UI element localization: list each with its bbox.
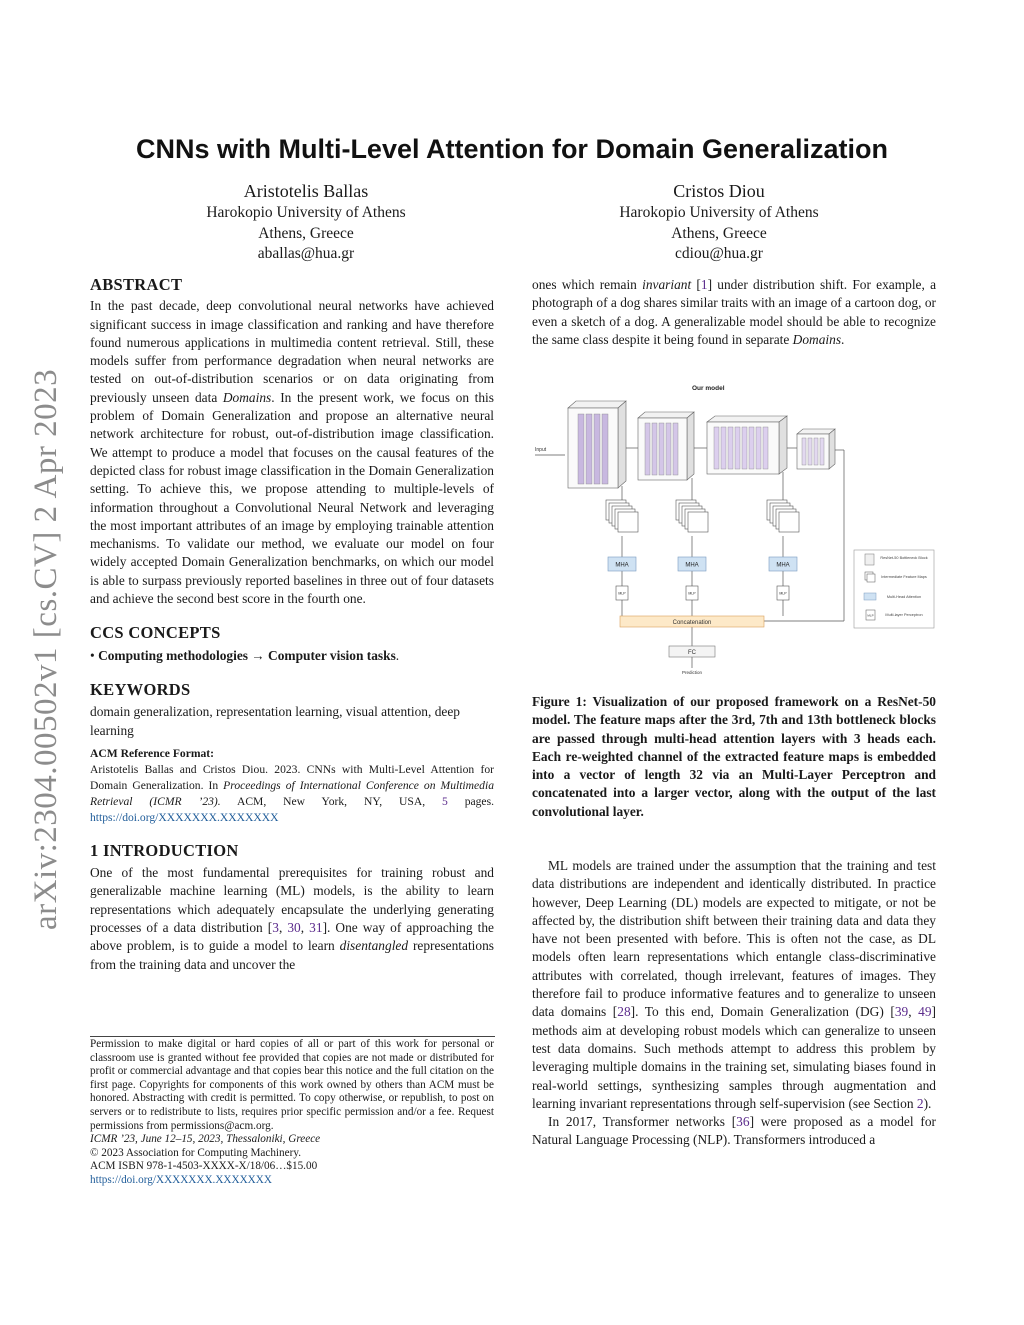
author-email: aballas@hua.gr: [257, 245, 355, 262]
svg-text:MLP: MLP: [688, 591, 696, 596]
resnet-block-3: [707, 416, 787, 474]
figure-title: Our model: [692, 385, 725, 392]
svg-text:MHA: MHA: [615, 562, 629, 569]
citation-link[interactable]: 49: [918, 1004, 932, 1020]
mlp-block-3: [777, 586, 789, 600]
right-paragraph-2: In 2017, Transformer networks [36] were proposed as a model for Natural Language Processing (NLP). Transformers introduced a: [532, 1114, 936, 1148]
right-column-top: [532, 276, 936, 349]
keywords-text: domain generalization, representation learning, visual attention, deep learning: [90, 704, 460, 738]
citation-link[interactable]: 31: [309, 920, 323, 936]
author-block-1: [141, 180, 471, 265]
svg-text:Multi-Head Attention: Multi-Head Attention: [886, 595, 922, 599]
section-link[interactable]: 2: [916, 1095, 924, 1111]
figure-caption: Figure 1: Visualization of our proposed framework on a ResNet-50 model. The feature maps after the 3rd, 7th and 13th bottleneck blocks are passed through multi-head attention layers with 3 heads each. Each re-weighted channel of the extracted feature maps is embedded into a vector of length 32 via an Multi-Layer Perceptron and concatenated into a larger vector, along with the output of the last convolutional layer.: [532, 694, 936, 819]
left-column: [90, 276, 494, 974]
feature-map-stack-2: [676, 500, 708, 532]
paper-title: CNNs with Multi-Level Attention for Domain Generalization: [135, 134, 889, 164]
author-block-2: [554, 180, 884, 265]
acm-ref-doi-link[interactable]: https://doi.org/XXXXXXX.XXXXXXX: [90, 810, 279, 824]
intro-paragraph: One of the most fundamental prerequisites for training robust and generalizable machine learning (ML) models, is the ability to learn representations which adequately encapsulate the underlying generating processes of a data distribution [3, 30, 31]. One way of approaching the above problem, is to guide a model to learn disentangled representations from the training data and uncover the: [90, 865, 495, 972]
svg-text:Intermediate Feature Maps: Intermediate Feature Maps: [881, 575, 927, 579]
mlp-block-2: [686, 586, 698, 600]
conference-info: ICMR ’23, June 12–15, 2023, Thessaloniki, Greece: [90, 1133, 321, 1146]
citation-link[interactable]: 1: [700, 277, 708, 292]
abstract-heading: ABSTRACT: [90, 275, 183, 294]
citation-link[interactable]: 36: [736, 1114, 750, 1130]
ccs-heading: CCS CONCEPTS: [90, 623, 221, 643]
svg-text:ResNet-50 Bottleneck Block: ResNet-50 Bottleneck Block: [880, 556, 928, 560]
concatenation-block: [620, 616, 764, 627]
mlp-block-1: [616, 586, 628, 600]
citation-link[interactable]: 39: [894, 1004, 909, 1020]
svg-text:MLP: MLP: [779, 591, 787, 596]
author-name: Cristos Diou: [673, 181, 765, 201]
right-paragraph-1: ML models are trained under the assumption that the training and test data distributions are independent and identically distributed. In practice however, Deep Learning (DL) models are expected to mitigate, or not be affected by, the distribution shift between their training data and data they have not been presented with before. This is often not the case, as DL models often learn representations which entangle class-discriminative attributes with correlated, though irrelevant, features of images. They therefore fail to produce informative features and to generalize to unseen data domains [28]. To this end, Domain Generalization (DG) [39, 49] methods aim at developing robust models which can generalize to unseen test data domains. Such methods attempt to address this problem by leveraging multiple domains in the training set, simulating biases found in real-world settings, synthesizing samples through augmentation and learning invariant representations through self-supervision (see Section 2).: [532, 858, 937, 1111]
svg-text:MHA: MHA: [776, 562, 790, 569]
feature-map-stack-3: [767, 500, 799, 532]
figure-legend: [854, 550, 934, 628]
copyright: © 2023 Association for Computing Machinery.: [90, 1146, 301, 1159]
keywords-heading: KEYWORDS: [90, 679, 191, 699]
connector-lines: [622, 450, 844, 668]
resnet-block-2: [638, 412, 694, 480]
fc-block: [669, 646, 715, 657]
footnote-rule: [90, 1036, 495, 1037]
mha-block-1: [608, 557, 636, 571]
citation-link[interactable]: 3: [272, 920, 279, 936]
author-location: Athens, Greece: [258, 224, 354, 242]
resnet-block-1: [568, 401, 626, 488]
svg-text:MLP: MLP: [618, 591, 626, 596]
citation-link[interactable]: 30: [287, 920, 301, 936]
input-label: Input: [535, 447, 547, 453]
svg-text:MLP: MLP: [867, 613, 874, 618]
arxiv-identifier: arXiv:2304.00502v1 [cs.CV] 2 Apr 2023: [28, 368, 64, 930]
right-intro-paragraph: ones which remain invariant [1] under distribution shift. For example, a photograph of a dog shares similar traits with an image of a cartoon dog, or even a sketch of a dog. A generalizable model should be able to recognize the same class despite it being found in separate Domains.: [532, 277, 937, 347]
footnote: [90, 1038, 494, 1188]
acm-ref-text: Aristotelis Ballas and Cristos Diou. 2023. CNNs with Multi-Level Attention for Domain Generalization. In Proceedings of International Conference on Multimedia Retrieval (ICMR ’23). ACM, New York, NY, USA, 5 pages. https://doi.org/XXXXXXX.XXXXXXX: [90, 762, 494, 824]
ccs-concepts: • Computing methodologies → Computer vision tasks.: [90, 647, 400, 663]
author-name: Aristotelis Ballas: [243, 181, 369, 201]
isbn: ACM ISBN 978-1-4503-XXXX-X/18/06…$15.00: [90, 1160, 318, 1173]
author-affiliation: Harokopio University of Athens: [619, 204, 819, 221]
mha-block-3: [769, 557, 797, 571]
svg-text:MHA: MHA: [685, 562, 699, 569]
model-architecture-figure: [532, 378, 937, 678]
resnet-block-4: [797, 429, 835, 469]
mha-block-2: [678, 557, 706, 571]
svg-text:FC: FC: [688, 650, 696, 656]
intro-heading: 1 INTRODUCTION: [90, 840, 239, 860]
svg-text:Multi-layer Perceptron: Multi-layer Perceptron: [885, 613, 923, 617]
author-affiliation: Harokopio University of Athens: [206, 204, 406, 221]
acm-ref-heading: ACM Reference Format:: [90, 746, 215, 760]
abstract-text: In the past decade, deep convolutional neural networks have achieved significant success in image classification and ranking and have therefore found numerous applications in multimedia content retrieval. Still, these models suffer from performance degradation when neural networks are tested on out-of-distribution scenarios or on data originating from previously unseen data Domains. In the present work, we focus on this problem of Domain Generalization and propose an alternative neural network architecture for robust, out-of-distribution image classification. We attempt to produce a model that focuses on the causal features of the depicted class for robust image classification in the Domain Generalization setting. To achieve this, we propose attending to multiple-levels of information throughout a Convolutional Neural Network and leveraging the most important attributes of an image by employing trainable attention mechanisms. To validate our method, we evaluate our model on four widely accepted Domain Generalization benchmarks, on which our model is able to surpass previously reported baselines in three out of four datasets and achieve the second best score in the fourth one.: [90, 298, 494, 607]
author-email: cdiou@hua.gr: [675, 245, 763, 262]
citation-link[interactable]: 28: [617, 1004, 631, 1020]
prediction-label: Prediction: [681, 670, 703, 675]
permission-notice: Permission to make digital or hard copies of all or part of this work for personal or classroom use is granted without fee provided that copies are not made or distributed for profit or commercial advantage and that copies bear this notice and the full citation on the first page. Copyrights for components of this work owned by others than ACM must be honored. Abstracting with credit is permitted. To copy otherwise, or republish, to post on servers or to redistribute to lists, requires prior specific permission and/or a fee. Request permissions from permissions@acm.org.: [90, 1038, 494, 1132]
right-column-body: [532, 857, 936, 1150]
author-location: Athens, Greece: [671, 224, 767, 242]
svg-text:Concatenation: Concatenation: [672, 620, 712, 626]
footnote-doi-link[interactable]: https://doi.org/XXXXXXX.XXXXXXX: [90, 1173, 272, 1186]
feature-map-stack-1: [606, 500, 638, 532]
